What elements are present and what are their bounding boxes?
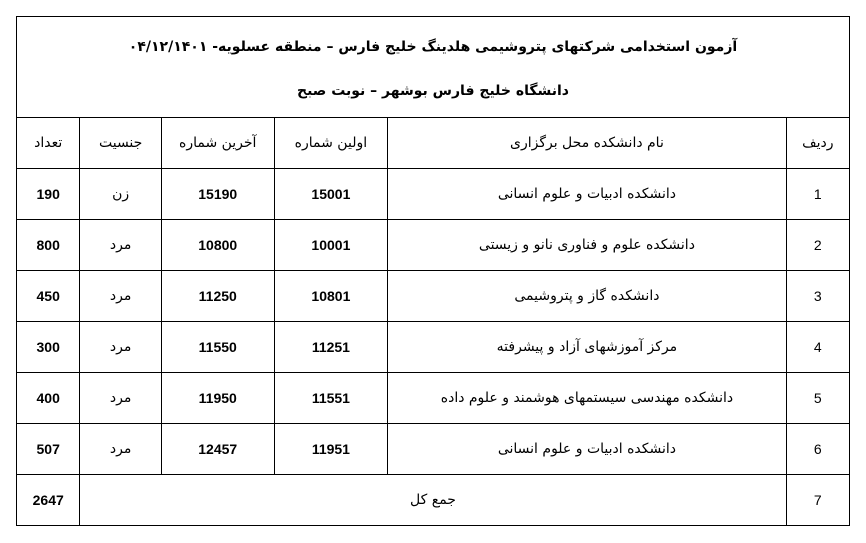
gender: مرد (80, 322, 161, 373)
table-row (17, 220, 850, 271)
header-faculty-name: نام دانشکده محل برگزاری (388, 118, 786, 169)
first-number: 15001 (274, 169, 388, 220)
count: 300 (17, 322, 80, 373)
row-index: 2 (786, 220, 849, 271)
header-radif: ردیف (786, 118, 849, 169)
first-number: 11551 (274, 373, 388, 424)
faculty-name: دانشکده ادبیات و علوم انسانی (388, 169, 786, 220)
gender: مرد (80, 424, 161, 475)
last-number: 11250 (161, 271, 274, 322)
gender: زن (80, 169, 161, 220)
table-row (17, 322, 850, 373)
header-gender: جنسیت (80, 118, 161, 169)
faculty-name: مرکز آموزشهای آزاد و پیشرفته (388, 322, 786, 373)
faculty-name: دانشکده گاز و پتروشیمی (388, 271, 786, 322)
count: 190 (17, 169, 80, 220)
row-index: 7 (786, 475, 849, 526)
header-row (17, 118, 850, 169)
gender: مرد (80, 373, 161, 424)
table-title-cell (17, 17, 850, 118)
exam-venues-table (16, 16, 850, 526)
gender: مرد (80, 271, 161, 322)
exam-title: آزمون استخدامی شرکتهای پتروشیمی هلدینگ خلیج فارس – منطقه عسلویه- ۰۴/۱۲/۱۴۰۱ (128, 39, 738, 55)
count: 507 (17, 424, 80, 475)
venue-subtitle: دانشگاه خلیج فارس بوشهر – نوبت صبح (296, 83, 569, 99)
first-number: 10001 (274, 220, 388, 271)
count: 800 (17, 220, 80, 271)
count: 400 (17, 373, 80, 424)
total-count: 2647 (17, 475, 80, 526)
last-number: 12457 (161, 424, 274, 475)
row-index: 3 (786, 271, 849, 322)
last-number: 10800 (161, 220, 274, 271)
last-number: 15190 (161, 169, 274, 220)
count: 450 (17, 271, 80, 322)
faculty-name: دانشکده علوم و فناوری نانو و زیستی (388, 220, 786, 271)
first-number: 10801 (274, 271, 388, 322)
header-last-number: آخرین شماره (161, 118, 274, 169)
first-number: 11951 (274, 424, 388, 475)
header-count: تعداد (17, 118, 80, 169)
row-index: 6 (786, 424, 849, 475)
faculty-name: دانشکده مهندسی سیستمهای هوشمند و علوم داده (388, 373, 786, 424)
header-first-number: اولین شماره (274, 118, 388, 169)
last-number: 11550 (161, 322, 274, 373)
first-number: 11251 (274, 322, 388, 373)
row-index: 5 (786, 373, 849, 424)
total-label: جمع کل (80, 475, 786, 526)
last-number: 11950 (161, 373, 274, 424)
table-row (17, 169, 850, 220)
gender: مرد (80, 220, 161, 271)
row-index: 4 (786, 322, 849, 373)
table-row (17, 424, 850, 475)
table-row (17, 373, 850, 424)
table-row (17, 271, 850, 322)
row-index: 1 (786, 169, 849, 220)
total-row (17, 475, 850, 526)
faculty-name: دانشکده ادبیات و علوم انسانی (388, 424, 786, 475)
